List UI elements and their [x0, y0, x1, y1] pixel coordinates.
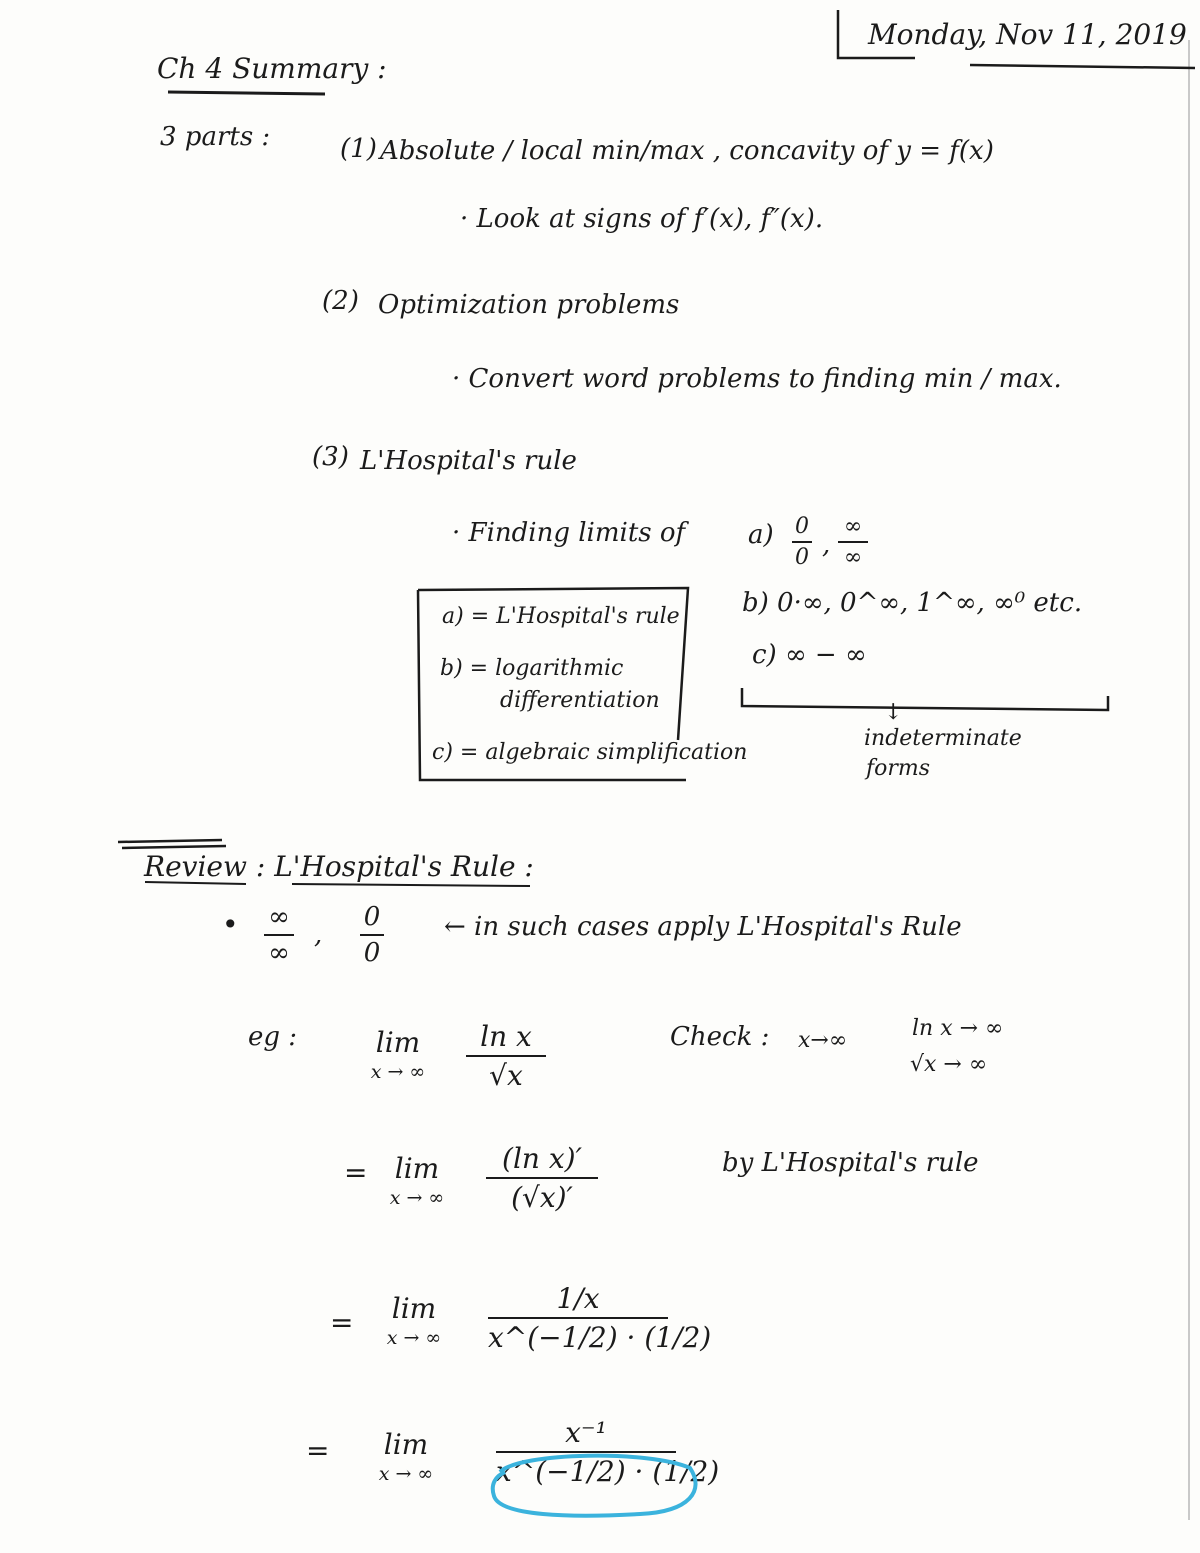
method-c: c) = algebraic simplification	[432, 740, 748, 765]
fraction-1: ln x √x	[466, 1020, 546, 1092]
method-a: a) = L'Hospital's rule	[442, 604, 680, 629]
equals-3: =	[306, 1434, 330, 1467]
method-b-line1: b) = logarithmic	[440, 656, 624, 681]
review-inf-over-inf: ∞ ∞	[264, 902, 294, 968]
check-line-1: ln x → ∞	[912, 1016, 1004, 1041]
page-title: Ch 4 Summary :	[157, 52, 387, 85]
forms-arrow: ↓	[884, 700, 903, 725]
forms-caption-1: indeterminate	[864, 726, 1022, 751]
fraction-3: 1/x x^(−1/2) · (1/2)	[488, 1282, 712, 1354]
limit-4: lim x → ∞	[378, 1428, 434, 1485]
check-var: x→∞	[798, 1028, 848, 1053]
form-zero-over-zero: 0 0	[792, 514, 812, 570]
review-bullet-dot: •	[222, 908, 239, 941]
method-b-line2: differentiation	[500, 688, 660, 713]
part-1-title: Absolute / local min/max , concavity of y = f(x)	[380, 136, 994, 166]
part-3-marker: (3)	[312, 442, 349, 472]
form-c: c) ∞ − ∞	[752, 640, 867, 670]
part-1-bullet: · Look at signs of f′(x), f″(x).	[460, 204, 824, 234]
form-inf-over-inf: ∞ ∞	[838, 514, 868, 570]
limit-3: lim x → ∞	[386, 1292, 442, 1349]
equals-1: =	[344, 1156, 368, 1189]
part-2-title: Optimization problems	[378, 290, 680, 320]
check-label: Check :	[670, 1022, 770, 1052]
form-a-label: a)	[748, 520, 774, 550]
form-b: b) 0·∞, 0^∞, 1^∞, ∞⁰ etc.	[742, 588, 1083, 618]
parts-label: 3 parts :	[160, 122, 271, 152]
review-heading: Review : L'Hospital's Rule :	[144, 850, 534, 883]
form-separator: ,	[822, 530, 831, 560]
forms-caption-2: forms	[866, 756, 931, 781]
limit-1: lim x → ∞	[370, 1026, 426, 1083]
equals-2: =	[330, 1306, 354, 1339]
part-1-marker: (1)	[340, 134, 377, 164]
check-line-2: √x → ∞	[910, 1052, 988, 1077]
part-2-bullet: · Convert word problems to finding min / max.	[452, 364, 1062, 394]
date: Monday, Nov 11, 2019	[868, 18, 1187, 51]
example-label: eg :	[248, 1022, 298, 1052]
part-2-marker: (2)	[322, 286, 359, 316]
fraction-4: x⁻¹ x^(−1/2) · (1/2)	[496, 1416, 720, 1488]
step-2-note: by L'Hospital's rule	[722, 1148, 979, 1178]
limit-2: lim x → ∞	[389, 1152, 445, 1209]
part-3-title: L'Hospital's rule	[360, 446, 577, 476]
review-note: ← in such cases apply L'Hospital's Rule	[444, 912, 962, 942]
part-3-bullet: · Finding limits of	[452, 518, 686, 548]
review-zero-over-zero: 0 0	[360, 902, 384, 968]
review-separator: ,	[314, 920, 323, 950]
fraction-2: (ln x)′ (√x)′	[486, 1142, 598, 1214]
